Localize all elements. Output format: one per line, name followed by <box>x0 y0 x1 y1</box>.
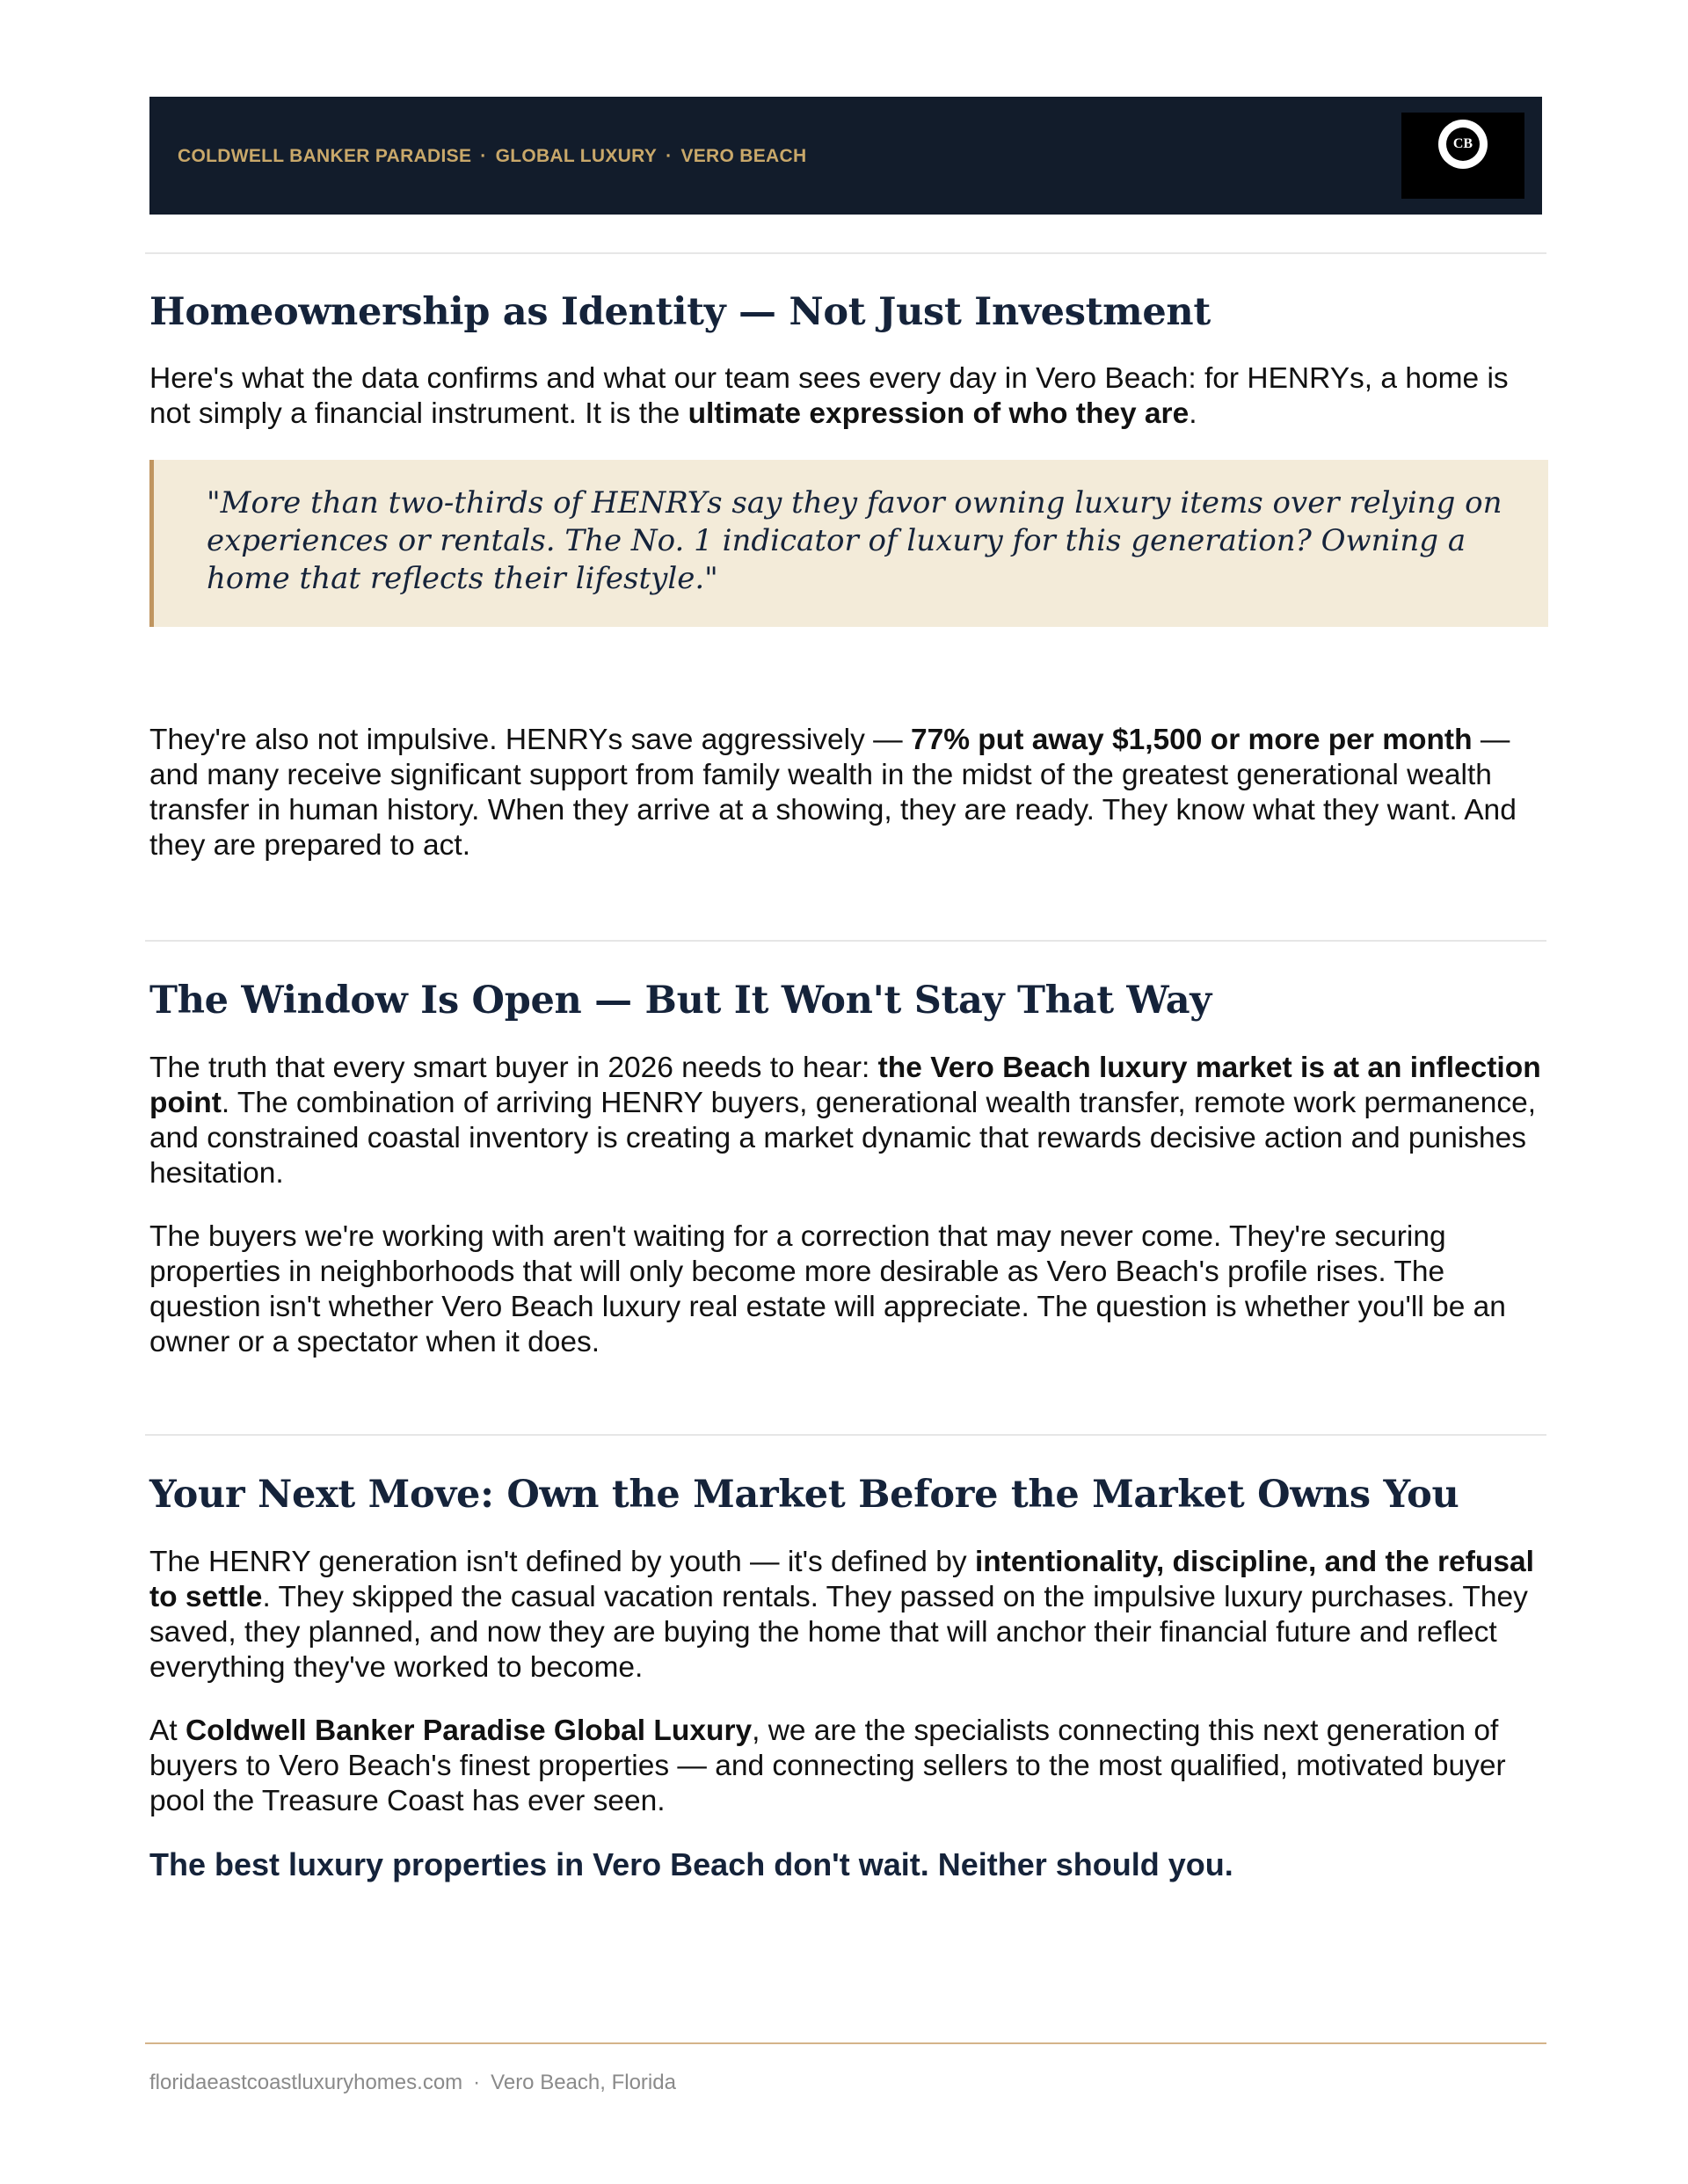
quote-text: "More than two-thirds of HENRYs say they favor owning luxury items over relying on experiences or rentals. The No. 1 indicator of luxury for this generation? Owning a home that reflects their lifestyle." <box>207 485 1502 596</box>
paragraph: The HENRY generation isn't defined by youth — it's defined by intentionality, discipline, and the refusal to settle. They skipped the casual vacation rentals. They passed on the impulsive luxury purchases. They saved, they planned, and now they are buying the home that will anchor their financial future and reflect everything they've worked to become. <box>149 1546 1534 1684</box>
brand-separator: · <box>480 146 487 166</box>
logo-monogram: CB <box>1446 127 1480 161</box>
brand-division: GLOBAL LUXURY <box>495 146 658 166</box>
header-bar <box>149 97 1542 215</box>
footer-location: Vero Beach, Florida <box>491 2071 676 2094</box>
paragraph: The buyers we're working with aren't waiting for a correction that may never come. They're securing properties in neighborhoods that will only become more desirable as Vero Beach's profile rises. The question isn't whether Vero Beach luxury real estate will appreciate. The question is whether you'll be an owner or a spectator when it does. <box>149 1220 1506 1358</box>
section-heading: Homeownership as Identity — Not Just Investment <box>149 290 1211 334</box>
footer-divider <box>145 2042 1546 2044</box>
brand-separator: · <box>666 146 673 166</box>
paragraph: At Coldwell Banker Paradise Global Luxury, we are the specialists connecting this next generation of buyers to Vero Beach's finest properties — and connecting sellers to the most qualified, motivated buyer pool the Treasure Coast has ever seen. <box>149 1714 1506 1817</box>
footer <box>149 2071 676 2095</box>
logo <box>1401 113 1524 199</box>
logo-seal-icon <box>1438 120 1488 169</box>
section-divider <box>145 1434 1546 1436</box>
brand-line <box>178 146 806 167</box>
brand-location: VERO BEACH <box>680 146 807 166</box>
brand-name: COLDWELL BANKER PARADISE <box>178 146 472 166</box>
section-divider <box>145 252 1546 254</box>
section-heading: Your Next Move: Own the Market Before the Market Owns You <box>149 1473 1459 1517</box>
footer-separator: · <box>473 2071 481 2094</box>
paragraph: The truth that every smart buyer in 2026 needs to hear: the Vero Beach luxury market is at an inflection point. The combination of arriving HENRY buyers, generational wealth transfer, remote work permanence, and constrained coastal inventory is creating a market dynamic that rewards decisive action and punishes hesitation. <box>149 1052 1541 1190</box>
closing-statement: The best luxury properties in Vero Beach don't wait. Neither should you. <box>149 1846 1233 1882</box>
section-divider <box>145 940 1546 942</box>
pull-quote <box>149 460 1548 627</box>
paragraph: They're also not impulsive. HENRYs save aggressively — 77% put away $1,500 or more per month — and many receive significant support from family wealth in the midst of the greatest generational wealth transfer in human history. When they arrive at a showing, they are ready. They know what they want. And they are prepared to act. <box>149 724 1517 862</box>
footer-website-link[interactable]: floridaeastcoastluxuryhomes.com <box>149 2071 463 2094</box>
intro-paragraph: Here's what the data confirms and what our team sees every day in Vero Beach: for HENRYs, a home is not simply a financial instrument. It is the ultimate expression of who they are. <box>149 362 1509 430</box>
section-heading: The Window Is Open — But It Won't Stay That Way <box>149 979 1211 1023</box>
